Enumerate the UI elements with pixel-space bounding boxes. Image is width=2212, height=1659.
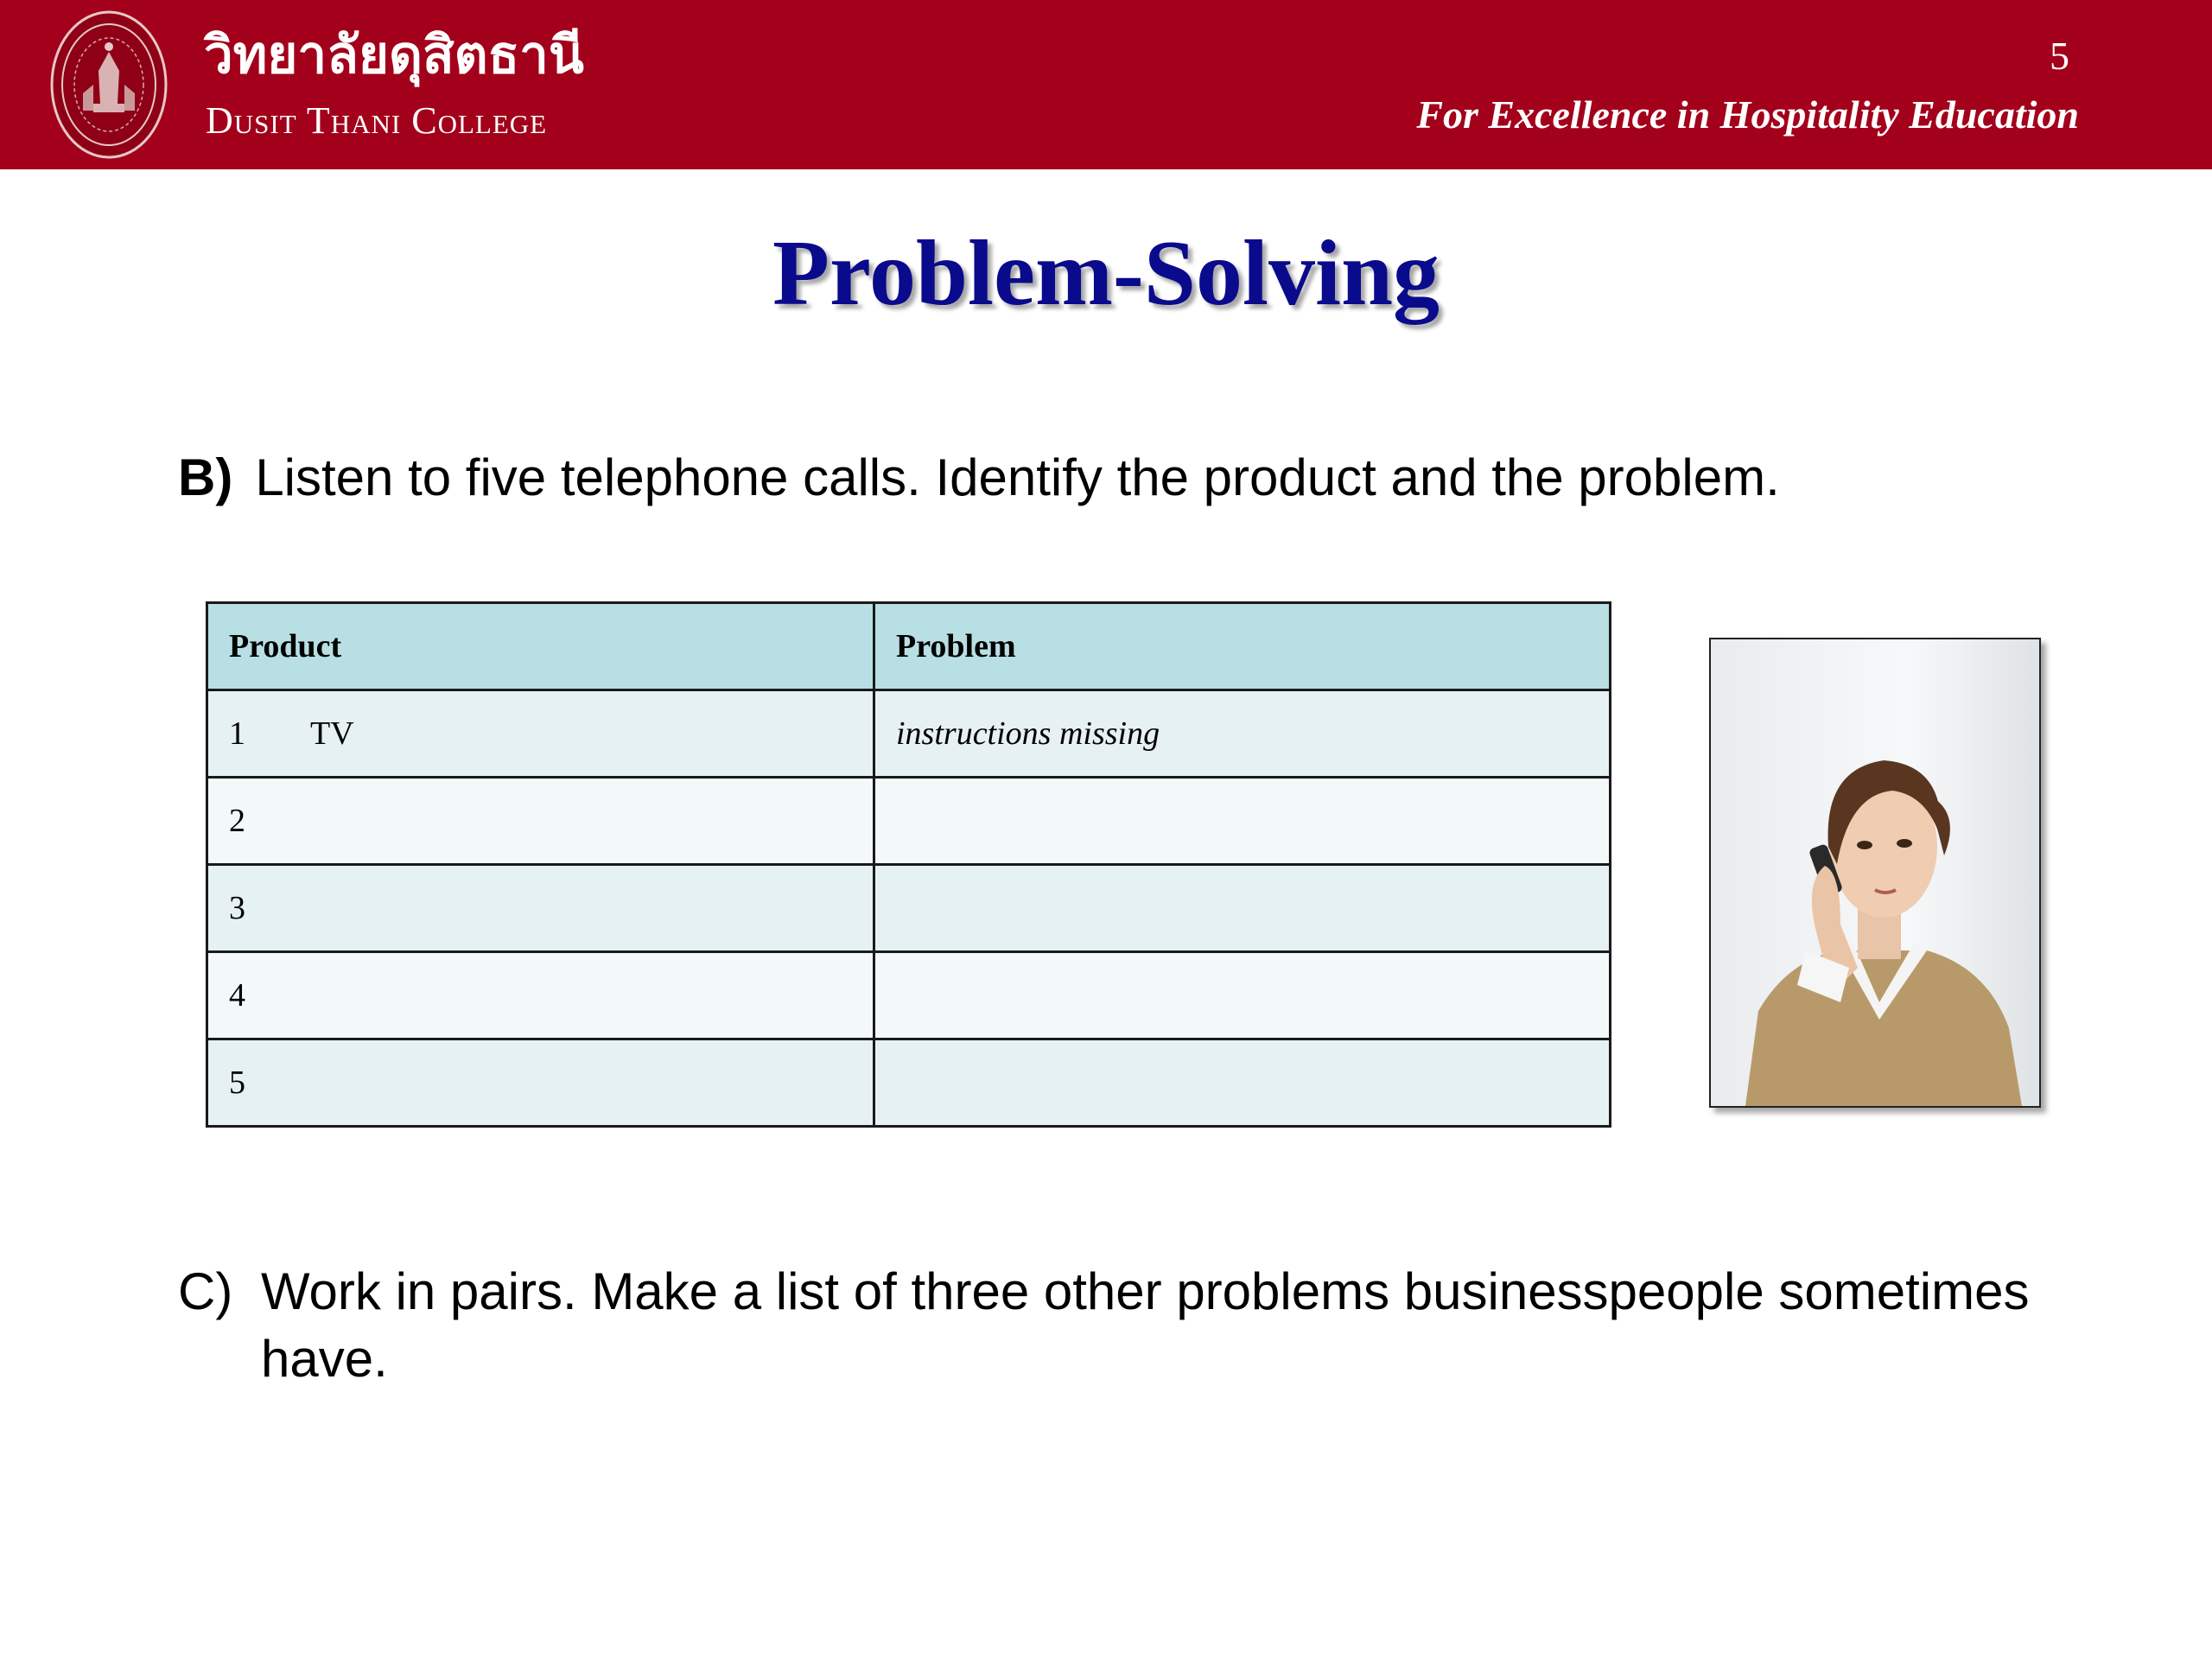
problem-cell[interactable] xyxy=(874,1039,1611,1127)
problem-cell[interactable] xyxy=(874,690,1611,778)
row-number: 1 xyxy=(229,715,245,752)
table-row xyxy=(207,690,1611,778)
table-row xyxy=(207,952,1611,1039)
task-c-label: C) xyxy=(178,1262,233,1320)
row-number: 4 xyxy=(229,977,245,1014)
problem-cell[interactable] xyxy=(874,952,1611,1039)
college-name-english: Dusit Thani College xyxy=(206,99,548,142)
row-number: 5 xyxy=(229,1065,245,1101)
task-b-instruction xyxy=(178,448,1780,507)
college-name-thai: วิทยาลัยดุสิตธานี xyxy=(204,25,584,86)
table-header-row xyxy=(207,603,1611,690)
slide-title: Problem-Solving xyxy=(772,222,1440,325)
header-bar xyxy=(0,0,2212,169)
header-product: Product xyxy=(207,603,874,690)
task-b-text: Listen to five telephone calls. Identify the product and the problem. xyxy=(255,448,1780,506)
table-row xyxy=(207,778,1611,865)
product-cell[interactable] xyxy=(207,865,874,952)
page-number: 5 xyxy=(2050,34,2069,78)
product-value: TV xyxy=(310,715,354,752)
task-c-instruction xyxy=(178,1258,2079,1393)
problem-cell[interactable] xyxy=(874,778,1611,865)
header-problem: Problem xyxy=(874,603,1611,690)
problem-value: instructions missing xyxy=(896,715,1160,752)
table-row xyxy=(207,865,1611,952)
problem-cell[interactable] xyxy=(874,865,1611,952)
row-number: 3 xyxy=(229,890,245,926)
product-cell[interactable] xyxy=(207,690,874,778)
woman-on-phone-photo xyxy=(1709,638,2041,1108)
product-problem-table xyxy=(206,601,1611,1128)
row-number: 2 xyxy=(229,803,245,839)
college-seal-logo xyxy=(48,9,169,161)
task-b-label: B) xyxy=(178,448,233,506)
college-motto: For Excellence in Hospitality Education xyxy=(1416,92,2079,137)
product-cell[interactable] xyxy=(207,1039,874,1127)
product-cell[interactable] xyxy=(207,952,874,1039)
task-c-text: Work in pairs. Make a list of three other problems businesspeople sometimes have. xyxy=(261,1262,2030,1388)
product-cell[interactable] xyxy=(207,778,874,865)
table-row xyxy=(207,1039,1611,1127)
